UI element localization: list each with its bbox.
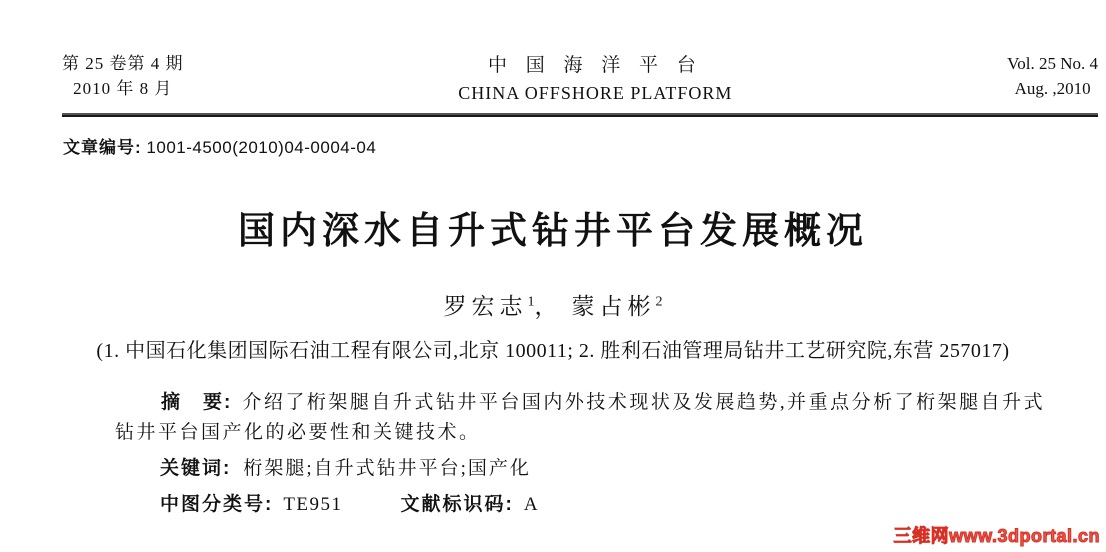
article-id-label: 文章编号: <box>63 137 142 157</box>
abstract-text: 介绍了桁架腿自升式钻井平台国内外技术现状及发展趋势,并重点分析了桁架腿自升式钻井平台国产化的必要性和关键技术。 <box>115 391 1046 444</box>
doc-code-value: A <box>523 494 540 516</box>
journal-issue-cn: 第 25 卷第 4 期 <box>62 54 184 73</box>
journal-name-cn: 中 国 海 洋 平 台 <box>487 55 703 76</box>
journal-name-block <box>458 52 732 106</box>
article-id-value: 1001-4500(2010)04-0004-04 <box>146 137 377 157</box>
clc-value: TE951 <box>283 494 343 516</box>
site-watermark: 三维网www.3dportal.cn <box>893 526 1100 546</box>
classification-line <box>160 489 1052 516</box>
author-1-superscript: 1 <box>527 293 535 309</box>
article-title: 国内深水自升式钻井平台发展概况 <box>238 209 868 251</box>
journal-issue-block <box>62 52 184 101</box>
journal-name-en: CHINA OFFSHORE PLATFORM <box>458 82 733 103</box>
journal-volume-en: Vol. 25 No. 4 <box>1007 54 1098 73</box>
journal-date-cn: 2010 年 8 月 <box>73 78 173 98</box>
authors-line <box>0 288 1106 321</box>
journal-volume-block <box>1007 52 1098 101</box>
author-1-name: 罗宏志 <box>443 293 528 319</box>
keywords-text: 桁架腿;自升式钻井平台;国产化 <box>243 458 531 480</box>
journal-header <box>62 52 1098 106</box>
author-2-superscript: 2 <box>655 293 663 309</box>
header-divider-rule <box>62 113 1098 117</box>
keywords-label: 关键词: <box>160 458 232 480</box>
affiliation-line: (1. 中国石化集团国际石油工程有限公司,北京 100011; 2. 胜利石油管理局钻井工艺研究院,东营 257017) <box>96 339 1010 362</box>
keywords-line <box>160 453 1052 480</box>
doc-code-label: 文献标识码: <box>400 494 514 516</box>
journal-date-en: Aug. ,2010 <box>1014 78 1091 98</box>
author-2-name: 蒙占彬 <box>571 293 656 319</box>
abstract-label: 摘 要: <box>161 391 233 413</box>
clc-label: 中图分类号: <box>160 494 274 516</box>
article-id-line <box>63 133 1106 158</box>
author-separator: ， <box>534 293 558 319</box>
abstract-paragraph <box>115 388 1052 450</box>
